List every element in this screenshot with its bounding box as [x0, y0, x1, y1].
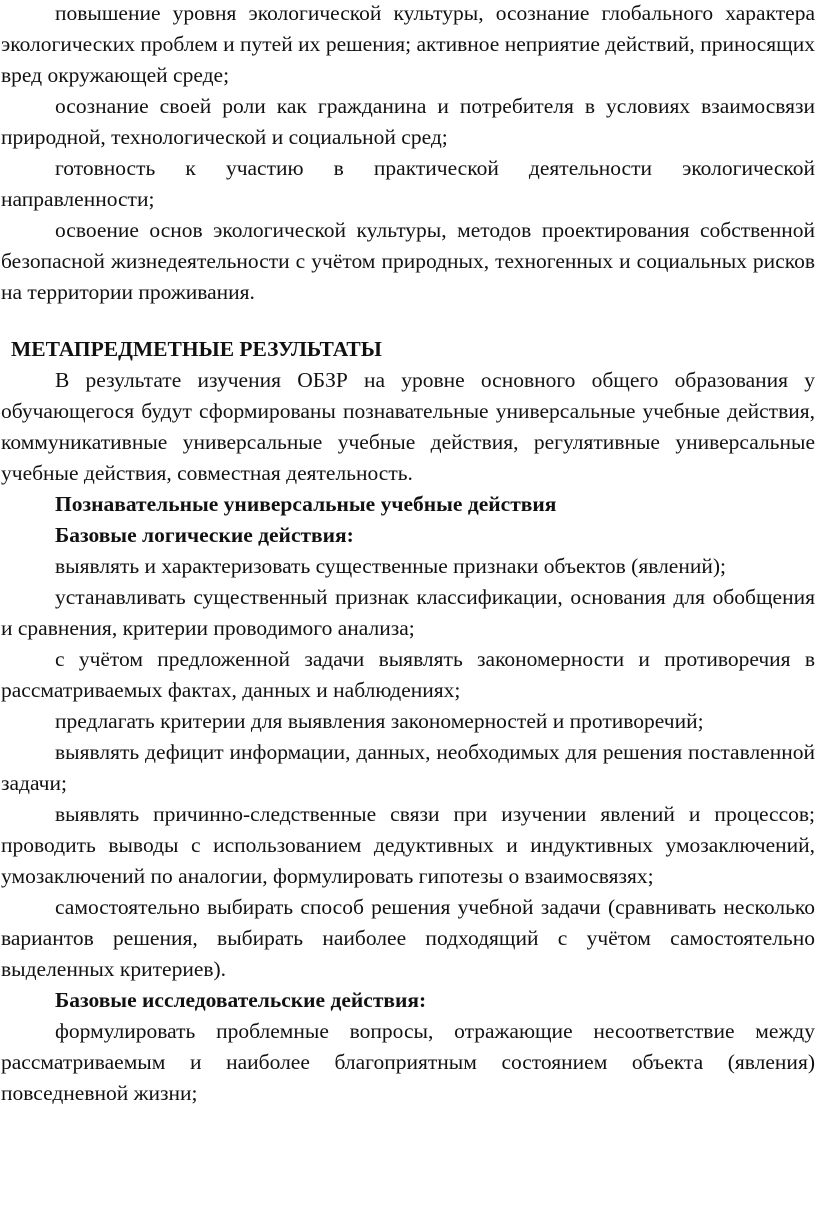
paragraph-practical-readiness: готовность к участию в практической деятельности экологической направленности; — [1, 156, 815, 211]
list-item: выявлять дефицит информации, данных, необходимых для решения поставленной задачи; — [1, 740, 815, 795]
subheading-research-actions: Базовые исследовательские действия: — [55, 988, 427, 1012]
subheading-logical-actions: Базовые логические действия: — [55, 523, 354, 547]
subheading-cognitive-actions: Познавательные универсальные учебные действия — [55, 492, 557, 516]
list-item: с учётом предложенной задачи выявлять закономерности и противоречия в рассматриваемых фактах, данных и наблюдениях; — [1, 647, 815, 702]
list-item: устанавливать существенный признак классификации, основания для обобщения и сравнения, критерии проводимого анализа; — [1, 585, 815, 640]
list-item: самостоятельно выбирать способ решения учебной задачи (сравнивать несколько вариантов решения, выбирать наиболее подходящий с учётом самостоятельно выделенных критериев). — [1, 895, 815, 981]
list-item: выявлять причинно-следственные связи при изучении явлений и процессов; проводить выводы с использованием дедуктивных и индуктивных умозаключений, умозаключений по аналогии, формулировать гипотезы о взаимосвязях; — [1, 802, 815, 888]
list-item: предлагать критерии для выявления закономерностей и противоречий; — [55, 709, 704, 733]
section-heading-metasubject: МЕТАПРЕДМЕТНЫЕ РЕЗУЛЬТАТЫ — [11, 337, 382, 361]
paragraph-citizen-role: осознание своей роли как гражданина и потребителя в условиях взаимосвязи природной, технологической и социальной сред; — [1, 94, 815, 149]
paragraph-ecology-basics: освоение основ экологической культуры, методов проектирования собственной безопасной жизнедеятельности с учётом природных, техногенных и социальных рисков на территории проживания. — [1, 218, 815, 304]
list-item: выявлять и характеризовать существенные признаки объектов (явлений); — [55, 554, 726, 578]
paragraph-ecology-culture: повышение уровня экологической культуры, осознание глобального характера экологических проблем и путей их решения; активное неприятие действий, приносящих вред окружающей среде; — [1, 1, 815, 87]
paragraph-intro: В результате изучения ОБЗР на уровне основного общего образования у обучающегося будут сформированы познавательные универсальные учебные действия, коммуникативные универсальные учебные действия, регулятивные универсальные учебные действия, совместная деятельность. — [1, 368, 815, 485]
list-item: формулировать проблемные вопросы, отражающие несоответствие между рассматриваемым и наиболее благоприятным состоянием объекта (явления) повседневной жизни; — [1, 1019, 815, 1105]
